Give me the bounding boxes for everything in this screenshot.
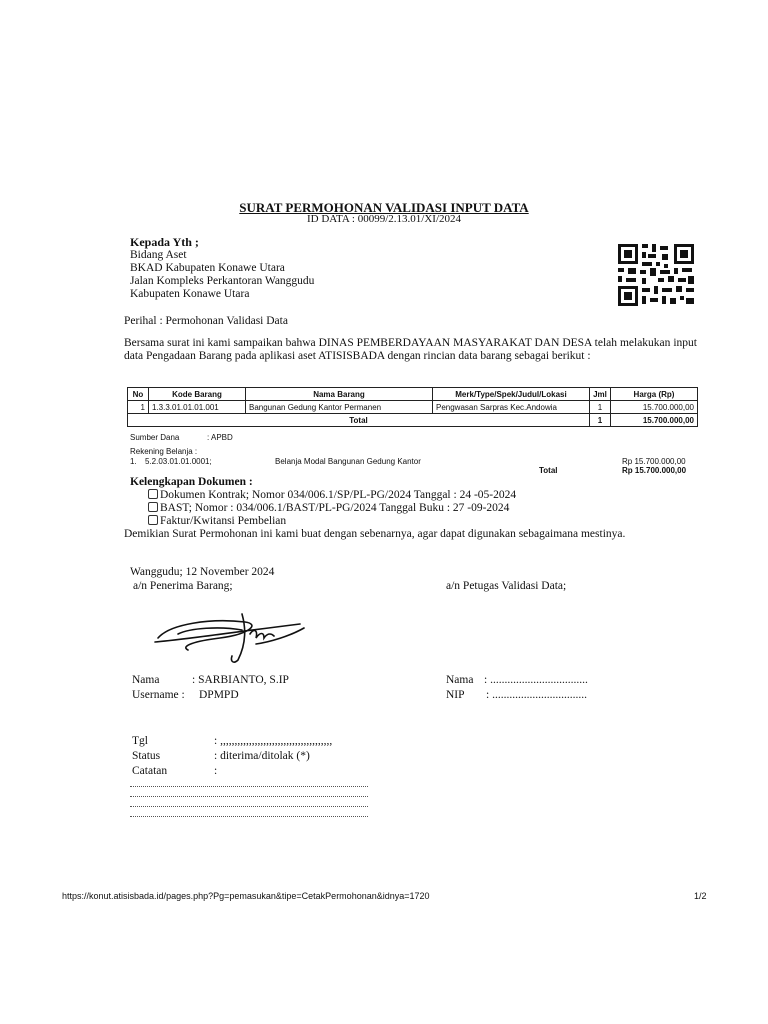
rekening-nilai: Rp 15.700.000,00 xyxy=(622,457,686,466)
recipient-block xyxy=(130,236,314,301)
petugas-nip-label: NIP xyxy=(446,689,465,701)
recipient-line: BKAD Kabupaten Konawe Utara xyxy=(130,262,285,274)
intro-paragraph: Bersama surat ini kami sampaikan bahwa DINAS PEMBERDAYAAN MASYARAKAT DAN DESA telah melakukan input data Pengadaan Barang pada aplikasi aset ATISISBADA dengan rincian data barang sebagai berikut : xyxy=(124,337,697,362)
table-cell: 1 xyxy=(590,401,611,414)
perihal: Perihal : Permohonan Validasi Data xyxy=(124,315,288,327)
status-label: Status xyxy=(132,750,161,762)
recipient-heading: Kepada Yth ; xyxy=(130,235,199,249)
rekening-no: 1. xyxy=(130,457,137,466)
item-table xyxy=(127,387,698,427)
sumber-dana-value: : APBD xyxy=(207,433,233,442)
footer-page-number: 1/2 xyxy=(694,891,707,901)
tgl-label: Tgl xyxy=(132,735,148,747)
table-cell: 15.700.000,00 xyxy=(611,401,698,414)
catatan-line xyxy=(130,796,368,797)
petugas-label: a/n Petugas Validasi Data; xyxy=(446,580,567,592)
kelengkapan-item: Dokumen Kontrak; Nomor 034/006.1/SP/PL-PG/2024 Tanggal : 24 -05-2024 xyxy=(130,489,516,502)
penerima-username-value: DPMPD xyxy=(199,689,239,701)
rekening-total-nilai: Rp 15.700.000,00 xyxy=(622,466,687,475)
checkbox-icon xyxy=(148,502,158,512)
penerima-nama-value: : SARBIANTO, S.IP xyxy=(192,674,289,686)
rekening-nama: Belanja Modal Bangunan Gedung Kantor xyxy=(275,457,421,466)
kelengkapan-block xyxy=(130,476,516,528)
total-label: Total xyxy=(128,414,590,427)
kelengkapan-item: Faktur/Kwitansi Pembelian xyxy=(130,515,516,528)
table-header-row xyxy=(128,388,698,401)
recipient-line: Jalan Kompleks Perkantoran Wanggudu xyxy=(130,275,315,287)
table-cell: Bangunan Gedung Kantor Permanen xyxy=(246,401,433,414)
place-date: Wanggudu; 12 November 2024 xyxy=(130,566,275,578)
penerima-label: a/n Penerima Barang; xyxy=(133,580,233,592)
footer-url: https://konut.atisisbada.id/pages.php?Pg=pemasukan&tipe=CetakPermohonan&idnya=1720 xyxy=(62,891,430,901)
recipient-line: Kabupaten Konawe Utara xyxy=(130,288,250,300)
catatan-line xyxy=(130,816,368,817)
signature-image xyxy=(150,604,310,666)
kelengkapan-heading: Kelengkapan Dokumen : xyxy=(130,476,253,488)
catatan-line xyxy=(130,786,368,787)
column-header: Kode Barang xyxy=(149,388,246,401)
catatan-label: Catatan xyxy=(132,765,168,777)
table-row xyxy=(128,401,698,414)
recipient-line: Bidang Aset xyxy=(130,249,187,261)
document-id: ID DATA : 00099/2.13.01/XI/2024 xyxy=(306,213,462,225)
checkbox-icon xyxy=(148,515,158,525)
petugas-nama-value: : .................................. xyxy=(484,674,588,686)
status-value: : diterima/ditolak (*) xyxy=(214,750,310,762)
total-jml: 1 xyxy=(590,414,611,427)
rekening-total-label: Total xyxy=(539,466,558,475)
kelengkapan-item: BAST; Nomor : 034/006.1/BAST/PL-PG/2024 Tanggal Buku : 27 -09-2024 xyxy=(130,502,516,515)
catatan-line xyxy=(130,806,368,807)
rekening-kode: 5.2.03.01.01.0001; xyxy=(145,457,212,466)
penerima-username-label: Username : xyxy=(132,689,185,701)
closing-paragraph: Demikian Surat Permohonan ini kami buat dengan sebenarnya, agar dapat digunakan sebagaimana mestinya. xyxy=(124,528,626,540)
checkbox-icon xyxy=(148,489,158,499)
petugas-nip-value: : ................................. xyxy=(486,689,587,701)
table-cell: 1.3.3.01.01.01.001 xyxy=(149,401,246,414)
document-title: SURAT PERMOHONAN VALIDASI INPUT DATA xyxy=(239,200,529,215)
column-header: Merk/Type/Spek/Judul/Lokasi xyxy=(433,388,590,401)
rekening-label: Rekening Belanja : xyxy=(130,447,198,456)
petugas-nama-label: Nama xyxy=(446,674,474,686)
table-cell: Pengwasan Sarpras Kec.Andowia xyxy=(433,401,590,414)
table-total-row xyxy=(128,414,698,427)
total-harga: 15.700.000,00 xyxy=(611,414,698,427)
sumber-dana-label: Sumber Dana xyxy=(130,433,180,442)
column-header: Harga (Rp) xyxy=(611,388,698,401)
column-header: Jml xyxy=(590,388,611,401)
tgl-value: : ,,,,,,,,,,,,,,,,,,,,,,,,,,,,,,,,,,,,,,, xyxy=(214,735,333,747)
column-header: Nama Barang xyxy=(246,388,433,401)
catatan-value: : xyxy=(214,765,218,777)
qr-code-icon xyxy=(616,242,696,308)
table-cell: 1 xyxy=(128,401,149,414)
penerima-nama-label: Nama xyxy=(132,674,160,686)
column-header: No xyxy=(128,388,149,401)
